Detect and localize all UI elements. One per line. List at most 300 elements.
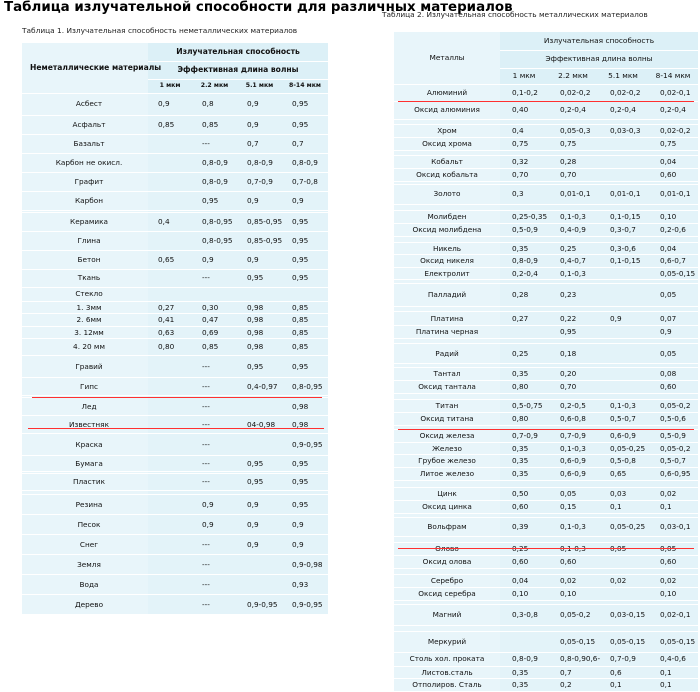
emissivity-value: 0,05-0,15 [598, 631, 648, 652]
material-name: Платина [394, 312, 500, 326]
table2-caption: Таблица 2. Излучательная способность металлических материалов [382, 10, 648, 19]
material-name: Вода [22, 575, 148, 595]
table-row [394, 284, 698, 307]
table-row [22, 456, 328, 472]
emissivity-value: 0,6-0,9 [548, 468, 598, 481]
emissivity-value: 0,9 [237, 535, 282, 555]
material-name: Резина [22, 495, 148, 515]
emissivity-value: 0,3-0,6 [598, 242, 648, 255]
table-row [394, 574, 698, 587]
emissivity-value: 0,1-0,15 [598, 255, 648, 268]
emissivity-value: 0,8-0,90,6- [548, 652, 598, 666]
emissivity-value: 0,28 [548, 155, 598, 168]
emissivity-value: 0,60 [648, 168, 698, 181]
table-row [394, 312, 698, 326]
emissivity-value: 0,10 [548, 587, 598, 600]
table-row [394, 101, 698, 119]
table-row [22, 474, 328, 491]
header-material: Неметаллические материалы [22, 43, 148, 93]
material-name: Известняк [22, 416, 148, 434]
emissivity-value [148, 231, 192, 250]
emissivity-value: 0,01-0,1 [598, 184, 648, 204]
header-unit: 2.2 мкм [548, 68, 598, 84]
material-name: Бетон [22, 250, 148, 269]
table-row [394, 652, 698, 666]
table-row [22, 378, 328, 396]
emissivity-value: 0,2-0,4 [598, 101, 648, 119]
emissivity-value: 0,95 [282, 356, 328, 378]
emissivity-value [598, 381, 648, 394]
emissivity-value: 0,4 [500, 124, 548, 137]
emissivity-value: 0,85 [192, 339, 237, 356]
emissivity-value: 0,9 [192, 250, 237, 269]
table-row [22, 434, 328, 456]
emissivity-value: --- [192, 575, 237, 595]
emissivity-value: 0,8 [192, 93, 237, 115]
emissivity-value: 0,70 [548, 168, 598, 181]
emissivity-value: 0,9 [237, 515, 282, 535]
emissivity-value: 0,7 [282, 134, 328, 153]
underline-oxide-zinc [398, 429, 694, 430]
table-row [22, 231, 328, 250]
emissivity-value: 0,85 [148, 115, 192, 134]
material-name: Столь хол. проката [394, 652, 500, 666]
header-material: Металлы [394, 32, 500, 84]
table-row [22, 595, 328, 615]
material-name: Базальт [22, 134, 148, 153]
emissivity-value: 0,93 [282, 575, 328, 595]
material-name: Глина [22, 231, 148, 250]
emissivity-value: 0,9 [282, 191, 328, 210]
emissivity-value: 0,95 [282, 456, 328, 472]
emissivity-value: 0,35 [500, 468, 548, 481]
emissivity-value: 0,28 [500, 284, 548, 307]
table-row [22, 356, 328, 378]
table-row [394, 666, 698, 679]
emissivity-value [148, 134, 192, 153]
material-name: Оксид железа [394, 430, 500, 443]
table-row [22, 301, 328, 314]
emissivity-value: 0,95 [548, 326, 598, 339]
emissivity-value: 0,08 [648, 368, 698, 381]
emissivity-value: 0,2-0,4 [500, 267, 548, 280]
material-name: Оксид молибдена [394, 223, 500, 236]
emissivity-value [148, 495, 192, 515]
emissivity-value: 0,25 [500, 344, 548, 364]
material-name: Оксид никеля [394, 255, 500, 268]
emissivity-value: 0,9-0,95 [237, 595, 282, 615]
emissivity-value: 0,25 [500, 542, 548, 555]
material-name: Оксид алюминия [394, 101, 500, 119]
material-name: Карбон [22, 191, 148, 210]
emissivity-value: 0,8-0,9 [192, 153, 237, 172]
emissivity-value: 0,9-0,95 [282, 434, 328, 456]
header-unit: 8-14 мкм [648, 68, 698, 84]
emissivity-value: 0,98 [237, 314, 282, 327]
emissivity-value: 0,95 [282, 474, 328, 491]
emissivity-value: 0,04 [648, 155, 698, 168]
emissivity-value: --- [192, 134, 237, 153]
material-name: Палладий [394, 284, 500, 307]
emissivity-value: 0,7-0,9 [500, 430, 548, 443]
emissivity-value: 0,41 [148, 314, 192, 327]
emissivity-value: 0,1-0,3 [548, 267, 598, 280]
material-name: Отполиров. Сталь [394, 679, 500, 692]
emissivity-value: 0,1-0,3 [548, 442, 598, 455]
emissivity-value: 0,32 [500, 155, 548, 168]
emissivity-value: 0,9 [192, 495, 237, 515]
emissivity-value: 0,2 [548, 679, 598, 692]
emissivity-value [148, 474, 192, 491]
emissivity-value: 0,1 [648, 679, 698, 692]
emissivity-value: 0,6-0,95 [648, 468, 698, 481]
emissivity-value [598, 155, 648, 168]
emissivity-value: 0,27 [148, 301, 192, 314]
emissivity-value: 0,8-0,95 [282, 378, 328, 396]
emissivity-value: 0,1-0,3 [548, 210, 598, 223]
row-spacer [500, 480, 698, 487]
emissivity-value: 0,98 [237, 326, 282, 339]
emissivity-value: 0,35 [500, 368, 548, 381]
emissivity-value: 0,05 [648, 542, 698, 555]
emissivity-value: 0,01-0,1 [648, 184, 698, 204]
material-name: Оксид титана [394, 413, 500, 426]
table-row [394, 455, 698, 468]
emissivity-value: 0,35 [500, 242, 548, 255]
underline-plastik [28, 428, 324, 429]
table-row [22, 250, 328, 269]
material-name: Бумага [22, 456, 148, 472]
emissivity-value: 0,95 [282, 93, 328, 115]
table-row [394, 368, 698, 381]
emissivity-value: 0,98 [237, 339, 282, 356]
emissivity-value [237, 398, 282, 416]
material-name: Платина черная [394, 326, 500, 339]
emissivity-value: 0,03-0,15 [598, 604, 648, 625]
material-name: Литое железо [394, 468, 500, 481]
emissivity-value [598, 587, 648, 600]
material-name: Стекло [22, 287, 148, 301]
table-row [394, 430, 698, 443]
emissivity-value: 0,98 [282, 398, 328, 416]
emissivity-value: 0,03-0,1 [648, 517, 698, 536]
emissivity-value: 0,4 [148, 212, 192, 231]
material-name: Оксид цинка [394, 500, 500, 513]
emissivity-value: 0,80 [148, 339, 192, 356]
table-row [394, 255, 698, 268]
emissivity-value: 0,60 [648, 555, 698, 568]
emissivity-value: 0,02 [548, 574, 598, 587]
emissivity-value: 0,7-0,9 [237, 172, 282, 191]
table-row [394, 517, 698, 536]
material-name: Гравий [22, 356, 148, 378]
emissivity-value: 0,22 [548, 312, 598, 326]
emissivity-value: --- [192, 416, 237, 434]
material-name: Ткань [22, 269, 148, 287]
emissivity-value: 0,1 [648, 666, 698, 679]
table-row [22, 153, 328, 172]
material-name: Меркурий [394, 631, 500, 652]
material-name: Асбест [22, 93, 148, 115]
emissivity-value: 0,8-0,9 [500, 255, 548, 268]
table1-caption: Таблица 1. Излучательная способность неметаллических материалов [22, 26, 298, 35]
material-name: Графит [22, 172, 148, 191]
emissivity-value: 0,05-0,25 [598, 517, 648, 536]
emissivity-value: 0,7 [237, 134, 282, 153]
table-row [22, 495, 328, 515]
emissivity-value: 0,65 [598, 468, 648, 481]
emissivity-value: 0,30 [192, 301, 237, 314]
emissivity-value: 0,9 [237, 115, 282, 134]
underline-kraska [32, 397, 322, 398]
emissivity-value: --- [192, 456, 237, 472]
metal-emissivity-table [394, 32, 698, 692]
emissivity-value: 0,05-0,15 [548, 631, 598, 652]
table-row [22, 269, 328, 287]
emissivity-value: 04-0,98 [237, 416, 282, 434]
emissivity-value: 0,05 [648, 344, 698, 364]
emissivity-value: 0,95 [237, 456, 282, 472]
emissivity-value: 0,40 [500, 101, 548, 119]
material-name: Оксид тантала [394, 381, 500, 394]
emissivity-value: 0,35 [500, 666, 548, 679]
emissivity-value: 0,04 [500, 574, 548, 587]
emissivity-value [148, 515, 192, 535]
table-row [22, 191, 328, 210]
emissivity-value: 0,9 [148, 93, 192, 115]
emissivity-value: 0,85 [282, 301, 328, 314]
emissivity-value: 0,02 [598, 574, 648, 587]
emissivity-value: --- [192, 378, 237, 396]
emissivity-value: 0,95 [192, 191, 237, 210]
header-wavelength: Эффективная длина волны [500, 50, 698, 68]
emissivity-value: 0,27 [500, 312, 548, 326]
emissivity-value: 0,35 [500, 455, 548, 468]
underline-oxide-aluminum [398, 101, 694, 102]
emissivity-value: 0,3-0,8 [500, 604, 548, 625]
table-row [394, 124, 698, 137]
table-row [394, 413, 698, 426]
header-unit: 1 мкм [148, 79, 192, 93]
emissivity-value: 0,9-0,98 [282, 555, 328, 575]
emissivity-value: 0,85 [282, 314, 328, 327]
emissivity-value: 0,85-0,95 [237, 212, 282, 231]
emissivity-value: --- [192, 474, 237, 491]
material-name: Лед [22, 398, 148, 416]
row-spacer [394, 480, 500, 487]
emissivity-value: 0,35 [500, 679, 548, 692]
table-row [394, 242, 698, 255]
emissivity-value [237, 434, 282, 456]
material-name: Магний [394, 604, 500, 625]
table-row [22, 326, 328, 339]
emissivity-value: 0,15 [548, 500, 598, 513]
table-row [394, 468, 698, 481]
emissivity-value: 0,8-0,9 [500, 652, 548, 666]
emissivity-value: 0,4-0,7 [548, 255, 598, 268]
emissivity-value: 0,9 [192, 515, 237, 535]
emissivity-value: 0,10 [648, 587, 698, 600]
emissivity-value [237, 555, 282, 575]
emissivity-value [500, 631, 548, 652]
emissivity-value: 0,80 [500, 381, 548, 394]
emissivity-value: 0,95 [237, 474, 282, 491]
table-row [394, 604, 698, 625]
material-name: Оксид кобальта [394, 168, 500, 181]
emissivity-value: 0,9 [282, 535, 328, 555]
emissivity-value: 0,1 [598, 679, 648, 692]
emissivity-value: 0,5-0,8 [598, 455, 648, 468]
material-name: Снег [22, 535, 148, 555]
table-row [394, 168, 698, 181]
underline-cold-rolled-steel [398, 548, 694, 549]
material-name: Оксид хрома [394, 137, 500, 150]
table-row [394, 223, 698, 236]
emissivity-value [148, 416, 192, 434]
emissivity-value: 0,02 [648, 487, 698, 500]
emissivity-value: 0,5-0,75 [500, 400, 548, 413]
emissivity-value: 0,02-0,1 [648, 84, 698, 101]
table-row [394, 500, 698, 513]
emissivity-value [148, 269, 192, 287]
emissivity-value: 0,69 [192, 326, 237, 339]
emissivity-value: 0,7-0,8 [282, 172, 328, 191]
emissivity-value: 0,04 [648, 242, 698, 255]
emissivity-value [148, 356, 192, 378]
emissivity-value: 0,05-0,2 [548, 604, 598, 625]
table-row [22, 575, 328, 595]
table-row [394, 631, 698, 652]
emissivity-value: 0,02-0,1 [648, 604, 698, 625]
table-row [22, 416, 328, 434]
material-name: Серебро [394, 574, 500, 587]
emissivity-value [282, 287, 328, 301]
table-row [22, 93, 328, 115]
emissivity-value: --- [192, 595, 237, 615]
emissivity-value: 0,95 [282, 250, 328, 269]
header-emissivity: Излучательная способность [148, 43, 328, 61]
emissivity-value: 0,02-0,2 [548, 84, 598, 101]
table-row [394, 84, 698, 101]
emissivity-value: 0,5-0,9 [648, 430, 698, 443]
emissivity-value: 0,05 [598, 542, 648, 555]
material-name: 3. 12мм [22, 326, 148, 339]
emissivity-value: 0,9 [237, 495, 282, 515]
emissivity-value: 0,05-0,2 [648, 400, 698, 413]
emissivity-value: 0,85 [192, 115, 237, 134]
emissivity-value: 0,07 [648, 312, 698, 326]
emissivity-value: 0,3 [500, 184, 548, 204]
table-row [22, 172, 328, 191]
emissivity-value: 0,98 [237, 301, 282, 314]
emissivity-value: 0,23 [548, 284, 598, 307]
material-name: 4. 20 мм [22, 339, 148, 356]
table-row [22, 535, 328, 555]
table-row [22, 212, 328, 231]
emissivity-value: 0,85 [282, 326, 328, 339]
material-name: Тантал [394, 368, 500, 381]
emissivity-value: 0,60 [500, 555, 548, 568]
emissivity-value: 0,05-0,15 [648, 631, 698, 652]
emissivity-value: 0,6-0,8 [548, 413, 598, 426]
header-unit: 5.1 мкм [598, 68, 648, 84]
table-row [394, 442, 698, 455]
emissivity-value [148, 555, 192, 575]
emissivity-value [148, 575, 192, 595]
material-name: Хром [394, 124, 500, 137]
table-row [22, 287, 328, 301]
material-name: Гипс [22, 378, 148, 396]
emissivity-value: 0,5-0,7 [648, 455, 698, 468]
header-unit: 1 мкм [500, 68, 548, 84]
emissivity-value: 0,18 [548, 344, 598, 364]
emissivity-value [598, 344, 648, 364]
material-name: Кобальт [394, 155, 500, 168]
emissivity-value: 0,85 [282, 339, 328, 356]
emissivity-value: 0,9 [648, 326, 698, 339]
emissivity-value: 0,6-0,7 [648, 255, 698, 268]
emissivity-value: 0,60 [648, 381, 698, 394]
emissivity-value [237, 575, 282, 595]
emissivity-value: 0,85-0,95 [237, 231, 282, 250]
material-name: Радий [394, 344, 500, 364]
material-name: Електролит [394, 267, 500, 280]
table-row [22, 398, 328, 416]
emissivity-value: 0,95 [282, 269, 328, 287]
emissivity-value [148, 153, 192, 172]
emissivity-value: 0,50 [500, 487, 548, 500]
table-row [394, 344, 698, 364]
emissivity-value [598, 326, 648, 339]
emissivity-value: 0,9 [237, 93, 282, 115]
emissivity-value: 0,01-0,1 [548, 184, 598, 204]
emissivity-value: 0,8-0,95 [192, 212, 237, 231]
material-name: Оксид олова [394, 555, 500, 568]
emissivity-value [598, 137, 648, 150]
emissivity-value: 0,75 [548, 137, 598, 150]
emissivity-value: --- [192, 555, 237, 575]
emissivity-value [598, 168, 648, 181]
page-title: Таблица излучательной способности для различных материалов [4, 0, 513, 15]
table-row [22, 134, 328, 153]
emissivity-value: 0,2-0,4 [648, 101, 698, 119]
emissivity-value: 0,25 [548, 242, 598, 255]
emissivity-value: --- [192, 434, 237, 456]
material-name: 1. 3мм [22, 301, 148, 314]
emissivity-value: 0,95 [282, 212, 328, 231]
emissivity-value [148, 595, 192, 615]
table-row [394, 555, 698, 568]
emissivity-value: 0,4-0,97 [237, 378, 282, 396]
emissivity-value: 0,2-0,5 [548, 400, 598, 413]
emissivity-value: 0,6 [598, 666, 648, 679]
emissivity-value: 0,10 [500, 587, 548, 600]
material-name: 2. 6мм [22, 314, 148, 327]
emissivity-value: 0,95 [237, 356, 282, 378]
emissivity-value: 0,2-0,6 [648, 223, 698, 236]
emissivity-value: 0,05-0,25 [598, 442, 648, 455]
emissivity-value: 0,1 [648, 500, 698, 513]
material-name: Керамика [22, 212, 148, 231]
table-row [394, 587, 698, 600]
emissivity-value: 0,9 [282, 515, 328, 535]
emissivity-value: 0,1-0,15 [598, 210, 648, 223]
table-row [22, 515, 328, 535]
emissivity-value: 0,1-0,2 [500, 84, 548, 101]
emissivity-value: 0,5-0,9 [500, 223, 548, 236]
emissivity-value [148, 287, 192, 301]
emissivity-value: 0,1-0,3 [598, 400, 648, 413]
